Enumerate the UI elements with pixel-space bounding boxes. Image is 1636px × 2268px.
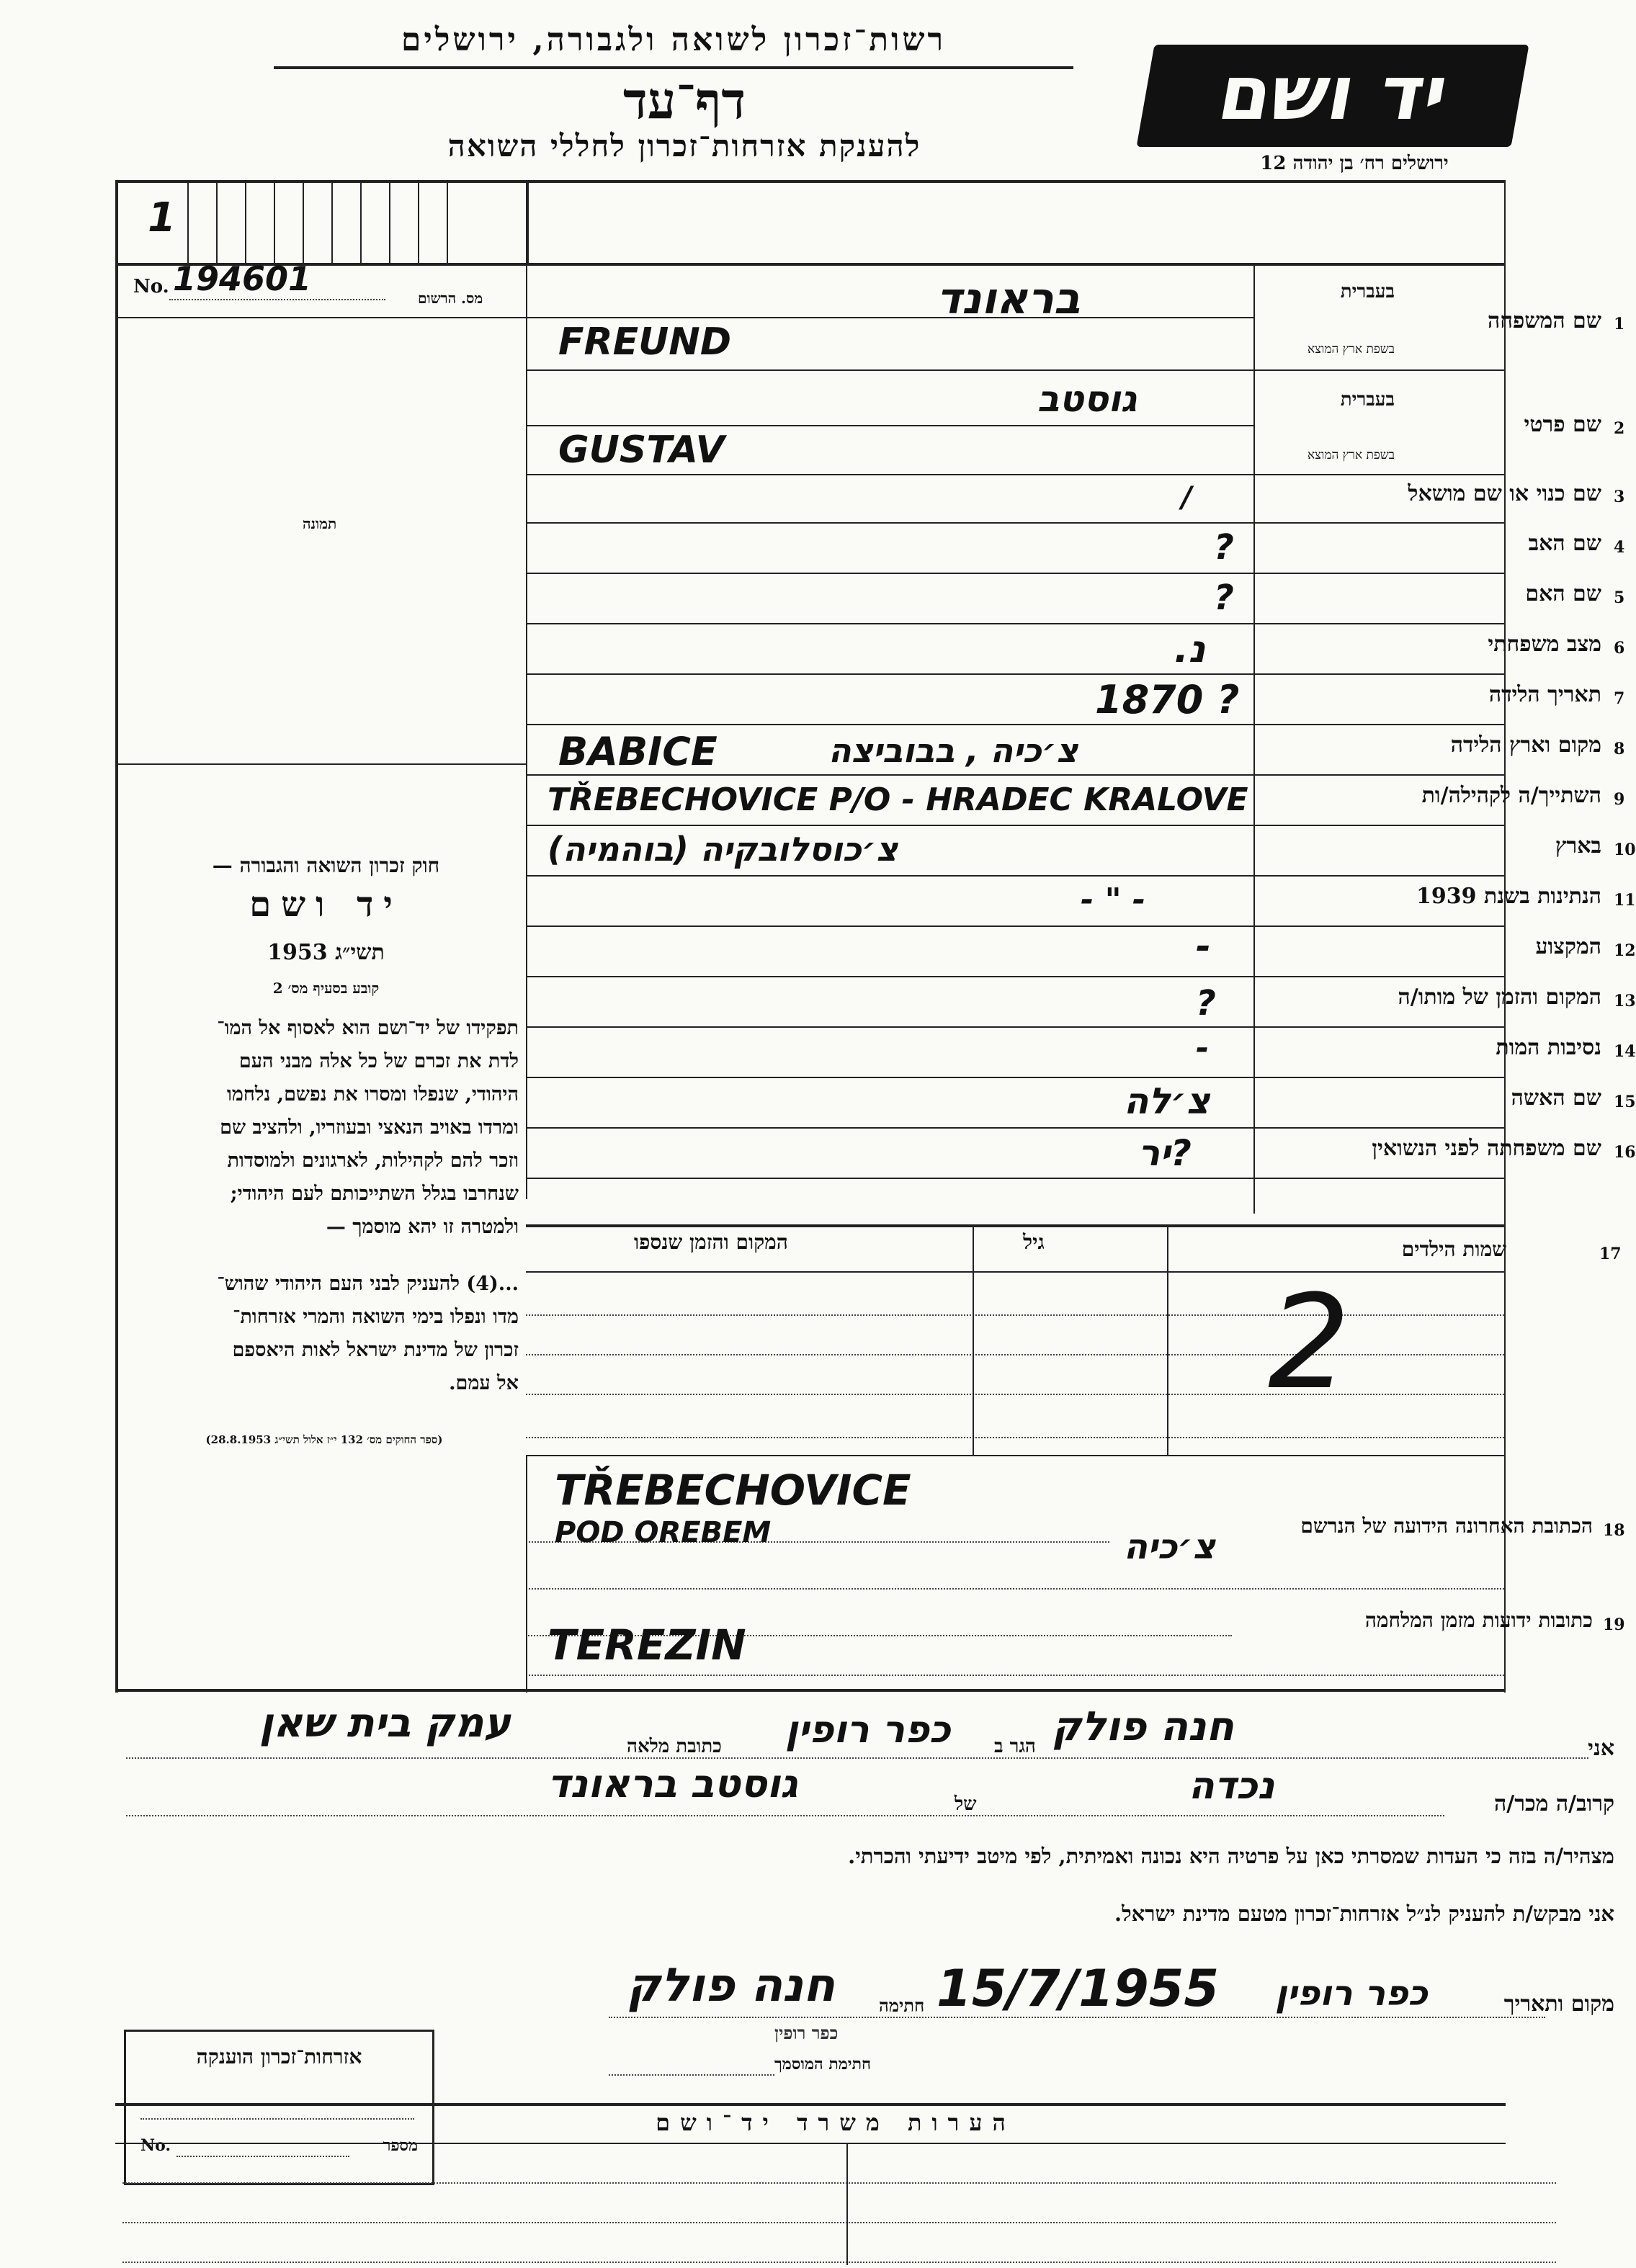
declaration-text-1: מצהיר/ה בזה כי העדות שמסרתי כאן על פרטיה היא נכונה ואמיתית, לפי מיטב ידיעתי והכרתי. <box>848 1844 1614 1868</box>
declarant-i-label: אני <box>1588 1736 1614 1761</box>
field-7-label: תאריך הלידה <box>1488 682 1601 707</box>
signature-value[interactable]: חנה פולק <box>627 1959 836 2012</box>
field-16-num: 16 <box>1614 1143 1636 1162</box>
declarant-address-value[interactable]: עמק בית שאן <box>259 1700 511 1747</box>
field-15-num: 15 <box>1614 1093 1636 1111</box>
field-12-num: 12 <box>1614 941 1636 960</box>
field-7-value[interactable]: 1870 ? <box>1095 677 1240 722</box>
field-13-value[interactable]: ? <box>1196 983 1216 1023</box>
law-name: יד ושם <box>249 884 403 925</box>
grid-left-edge <box>526 263 527 1199</box>
date-value[interactable]: 15/7/1955 <box>937 1959 1220 2018</box>
frame-left <box>115 180 118 1693</box>
box-mark: 1 <box>148 194 176 241</box>
field-1-sub-he: בעברית <box>1340 281 1395 302</box>
field-2-label: שם פרטי <box>1524 412 1601 437</box>
law-year: תשי״ג 1953 <box>267 940 385 965</box>
registry-reg-label: מס. הרשום <box>418 290 483 307</box>
field-11-value[interactable]: - " - <box>1081 882 1146 918</box>
field-14-value[interactable]: - <box>1196 1030 1210 1067</box>
field-6-num: 6 <box>1614 639 1625 658</box>
field-2-num: 2 <box>1614 419 1625 438</box>
field-6-label: מצב משפחתי <box>1488 632 1601 657</box>
field-9-num: 9 <box>1614 790 1625 809</box>
grant-box-title: אזרחות־זכרון הוענקה <box>196 2045 362 2068</box>
field-14-num: 14 <box>1614 1042 1636 1061</box>
law-citation: (ספר החוקים מס׳ 132 י״ז אלול תשי״ג 28.8.1953) <box>205 1433 443 1446</box>
field-9-value[interactable]: TŘEBECHOVICE P/O - HRADEC KRALOVE <box>547 781 1248 818</box>
field-3-num: 3 <box>1614 488 1625 506</box>
law-paragraph-1: תפקידו של יד־ושם הוא לאסוף אל המו־ לדת את זכרם של כל אלה מבני העם היהודי, שנפלו ומסרו את נפשם, נלחמו ומרדו באויב הנאצי ובעוזריו, ולהציב שם וזכר להם לקהילות, לארגונים ולמוסדות שנחרבו בגלל השתייכותם לעם היהודי; ולמטרה זו יהא מוסמך — <box>217 1017 519 1238</box>
children-col-names: שמות הילדים <box>1401 1237 1506 1261</box>
children-value[interactable]: 2 <box>1268 1268 1351 1418</box>
declarant-of-value[interactable]: גוסטב בראונד <box>547 1761 798 1806</box>
field-7-num: 7 <box>1614 689 1625 708</box>
field-18-value-he[interactable]: צ׳כיה <box>1124 1527 1215 1567</box>
field-9-label: השתייך/ה לקהילה/ות <box>1421 783 1601 808</box>
yad-vashem-logo <box>1136 45 1529 147</box>
place-date-label: מקום ותאריך <box>1503 1991 1614 2017</box>
law-paragraph-2: ...(4) להעניק לבני העם היהודי שהוש־ מדו ונפלו בימי השואה והמרי אזרחות־ זכרון של מדינת ישראל לאות היאספם אל עמם. <box>217 1273 519 1394</box>
field-8-label: מקום וארץ הלידה <box>1450 732 1601 758</box>
declarant-relation-value[interactable]: נכדה <box>1189 1765 1275 1808</box>
declarant-name[interactable]: חנה פולק <box>1052 1703 1234 1750</box>
field-4-num: 4 <box>1614 538 1625 557</box>
grid-label-edge <box>1253 263 1255 1214</box>
field-6-value[interactable]: נ. <box>1174 628 1206 671</box>
field-2-value-orig[interactable]: GUSTAV <box>558 429 725 472</box>
field-10-value[interactable]: צ׳כוסלובקיה (בוהמיה) <box>547 830 898 869</box>
field-12-label: המקצוע <box>1535 934 1601 959</box>
law-ref: קובע בסעיף מס׳ 2 <box>272 980 380 997</box>
field-12-value[interactable]: - <box>1196 925 1211 967</box>
field-18-value-line1[interactable]: TŘEBECHOVICE <box>555 1466 911 1515</box>
field-19-value[interactable]: TEREZIN <box>547 1621 746 1669</box>
frame-top <box>115 180 1506 183</box>
signature-label: חתימה <box>879 1995 925 2016</box>
field-1-value-orig[interactable]: FREUND <box>558 321 731 364</box>
form-subtitle: להענקת אזרחות־זכרון לחללי השואה <box>447 128 921 163</box>
field-8-value[interactable]: BABICE <box>558 729 718 774</box>
field-1-num: 1 <box>1614 315 1625 333</box>
official-signature-label: חתימת המוסמך <box>774 2055 872 2074</box>
field-11-label: הנתינות בשנת 1939 <box>1416 884 1601 909</box>
field-18-label: הכתובת האחרונה הידועה של הנרשם <box>1300 1514 1593 1538</box>
office-notes-title: הערות משרד יד־ושם <box>656 2109 1016 2136</box>
address-line: ירושלים רח׳ בן יהודה 12 <box>1260 153 1449 174</box>
grant-box-no-label: No. <box>140 2136 171 2155</box>
field-2-sub-he: בעברית <box>1340 389 1395 411</box>
field-14-label: נסיבות המות <box>1496 1035 1601 1060</box>
field-5-label: שם האם <box>1525 581 1601 606</box>
field-18-num: 18 <box>1603 1521 1625 1540</box>
field-19-num: 19 <box>1603 1615 1625 1634</box>
field-5-value[interactable]: ? <box>1214 578 1234 618</box>
field-15-value[interactable]: צ׳לה <box>1124 1080 1210 1122</box>
field-17-num: 17 <box>1599 1245 1622 1263</box>
field-1-value-he[interactable]: בראונד <box>937 274 1081 324</box>
declarant-resides-label: הגר ב <box>994 1736 1036 1757</box>
field-16-value[interactable]: ?יר <box>1138 1132 1192 1174</box>
field-4-label: שם האב <box>1528 531 1601 556</box>
authority-underline <box>274 66 1073 69</box>
place-value[interactable]: כפר רופין <box>1275 1973 1428 2014</box>
registry-no-value: 194601 <box>173 259 312 298</box>
form-title: דף־עד <box>622 71 746 130</box>
field-3-value[interactable]: / <box>1181 481 1192 514</box>
logo-text: יד ושם <box>1212 49 1454 137</box>
field-19-label: כתובות ידועות מזמן המלחמה <box>1364 1608 1593 1632</box>
field-3-label: שם כנוי או שם מושאל <box>1408 481 1601 506</box>
field-2-sub-orig: בשפת ארץ המוצא <box>1307 448 1395 462</box>
field-4-value[interactable]: ? <box>1214 527 1234 568</box>
frame-right <box>1504 180 1506 1693</box>
grant-box <box>124 2030 434 2185</box>
field-15-label: שם האשה <box>1511 1085 1601 1111</box>
declarant-relation-label: קרוב/ה מכר/ה <box>1494 1791 1614 1816</box>
field-5-num: 5 <box>1614 588 1625 607</box>
declarant-of-label: של <box>955 1793 977 1815</box>
field-13-label: המקום והזמן של מותו/ה <box>1398 985 1601 1010</box>
stamp-text: כפר רופין <box>774 2022 839 2043</box>
field-18-value-line2[interactable]: POD OREBEM <box>555 1516 772 1549</box>
authority-title: רשות־זכרון לשואה ולגבורה, ירושלים <box>401 22 947 58</box>
grant-box-number-label: מספר <box>383 2136 418 2155</box>
children-col-age: גיל <box>1023 1230 1045 1254</box>
children-col-place: המקום והזמן שנספו <box>634 1230 788 1254</box>
field-10-num: 10 <box>1614 841 1636 859</box>
registry-no-label: No. <box>133 276 169 297</box>
field-13-num: 13 <box>1614 992 1636 1010</box>
field-10-label: בארץ <box>1555 833 1601 859</box>
field-16-label: שם משפחתה לפני הנשואין <box>1372 1136 1601 1161</box>
field-11-num: 11 <box>1614 891 1636 910</box>
law-title: חוק זכרון השואה והגבורה — <box>212 853 440 877</box>
field-1-label: שם המשפחה <box>1487 308 1601 333</box>
field-8-num: 8 <box>1614 740 1625 758</box>
declarant-address-label: כתובת מלאה <box>627 1736 722 1757</box>
declaration-text-2: אני מבקש/ת להעניק לנ״ל אזרחות־זכרון מטעם מדינת ישראל. <box>1114 1901 1614 1926</box>
declaration-top <box>115 1689 1506 1692</box>
declarant-resides-value[interactable]: כפר רופין <box>785 1708 951 1752</box>
photo-label: תמונה <box>303 515 337 532</box>
field-2-value-he[interactable]: גוסטב <box>1037 378 1137 420</box>
field-8-value-he[interactable]: צ׳כיה , בבוביצה <box>828 731 1078 770</box>
field-1-sub-orig: בשפת ארץ המוצא <box>1307 342 1395 357</box>
